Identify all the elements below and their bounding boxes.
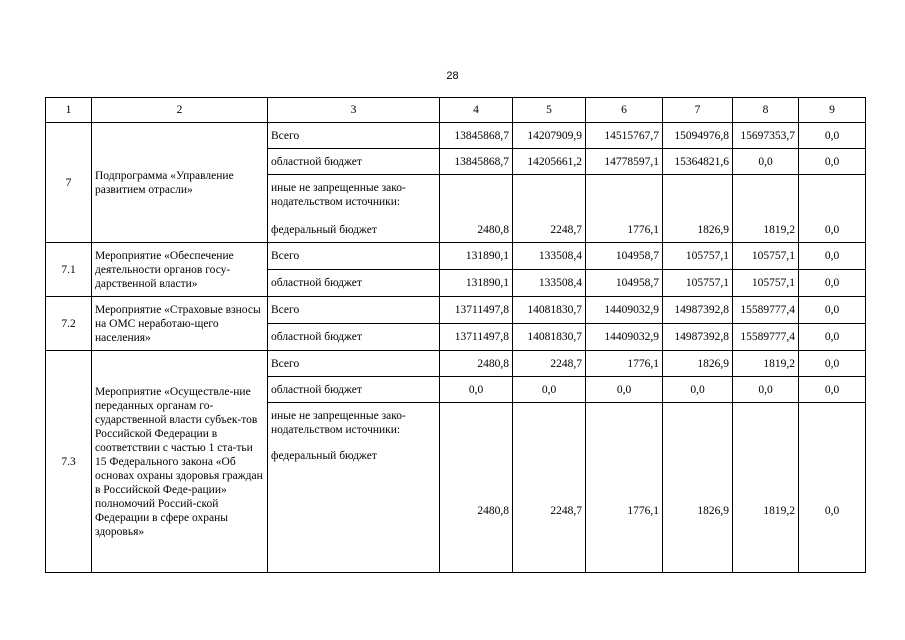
- page-number: 28: [446, 70, 459, 82]
- value-cell: 14409032,9: [586, 297, 663, 324]
- value-cell: 2248,7: [513, 351, 586, 377]
- value-cell: 13845868,7: [440, 123, 513, 149]
- value-cell: 0,0: [799, 403, 866, 573]
- header-row: [46, 98, 866, 123]
- value-cell: 0,0: [733, 377, 799, 403]
- table-row: [46, 351, 866, 377]
- value-cell: 1826,9: [663, 403, 733, 573]
- value-cell: 1819,2: [733, 351, 799, 377]
- value-cell: 2480,8: [440, 175, 513, 243]
- source-label: Всего: [268, 123, 440, 149]
- value-cell: 15589777,4: [733, 324, 799, 351]
- value-cell: 2248,7: [513, 175, 586, 243]
- value-cell: 15589777,4: [733, 297, 799, 324]
- budget-table: [45, 97, 866, 573]
- value-cell: 1776,1: [586, 351, 663, 377]
- table-row: [46, 123, 866, 149]
- value-cell: 105757,1: [663, 270, 733, 297]
- value-cell: 1826,9: [663, 175, 733, 243]
- row-name: Мероприятие «Обеспечение деятельности органов госу-дарственной власти»: [92, 243, 268, 297]
- value-cell: 1776,1: [586, 403, 663, 573]
- value-cell: 104958,7: [586, 243, 663, 270]
- value-cell: 14081830,7: [513, 324, 586, 351]
- value-cell: 15697353,7: [733, 123, 799, 149]
- header-cell: 5: [513, 98, 586, 123]
- table-row: [46, 297, 866, 324]
- row-number: 7.1: [46, 243, 92, 297]
- value-cell: 2480,8: [440, 403, 513, 573]
- value-cell: 13711497,8: [440, 324, 513, 351]
- value-cell: 0,0: [799, 175, 866, 243]
- value-cell: 14081830,7: [513, 297, 586, 324]
- value-cell: 15094976,8: [663, 123, 733, 149]
- value-cell: 105757,1: [663, 243, 733, 270]
- header-cell: 3: [268, 98, 440, 123]
- value-cell: 133508,4: [513, 243, 586, 270]
- value-cell: 0,0: [440, 377, 513, 403]
- value-cell: 131890,1: [440, 243, 513, 270]
- value-cell: 0,0: [799, 149, 866, 175]
- header-cell: 4: [440, 98, 513, 123]
- header-cell: 7: [663, 98, 733, 123]
- value-cell: 2248,7: [513, 403, 586, 573]
- value-cell: 1819,2: [733, 403, 799, 573]
- value-cell: 14409032,9: [586, 324, 663, 351]
- other-sources-label: иные не запрещенные зако-нодательством источники:: [271, 182, 406, 208]
- value-cell: 1776,1: [586, 175, 663, 243]
- table-row: [46, 243, 866, 270]
- value-cell: 0,0: [799, 297, 866, 324]
- source-label: областной бюджет: [268, 377, 440, 403]
- value-cell: 14987392,8: [663, 297, 733, 324]
- header-cell: 2: [92, 98, 268, 123]
- source-label: областной бюджет: [268, 270, 440, 297]
- value-cell: 0,0: [799, 123, 866, 149]
- row-number: 7.2: [46, 297, 92, 351]
- value-cell: 0,0: [663, 377, 733, 403]
- row-number: 7.3: [46, 351, 92, 573]
- value-cell: 0,0: [799, 243, 866, 270]
- source-label: Всего: [268, 297, 440, 324]
- value-cell: 13845868,7: [440, 149, 513, 175]
- header-cell: 8: [733, 98, 799, 123]
- federal-label: федеральный бюджет: [271, 224, 377, 236]
- value-cell: 0,0: [799, 377, 866, 403]
- header-cell: 9: [799, 98, 866, 123]
- value-cell: 2480,8: [440, 351, 513, 377]
- source-label: областной бюджет: [268, 324, 440, 351]
- source-label: Всего: [268, 243, 440, 270]
- header-cell: 6: [586, 98, 663, 123]
- value-cell: 0,0: [513, 377, 586, 403]
- row-name: Мероприятие «Осуществле-ние переданных органам го-сударственной власти субъек-тов Российской Федерации в соответствии с частью 1 ста-тьи 15 Федерального закона «Об основах охраны здоровья граждан в Российской Феде-рации» полномочий Россий-ской Федерации в сфере охраны здоровья»: [92, 351, 268, 573]
- row-name: Мероприятие «Страховые взносы на ОМС неработаю-щего населения»: [92, 297, 268, 351]
- source-cell: [268, 175, 440, 243]
- header-cell: 1: [46, 98, 92, 123]
- source-cell: [268, 403, 440, 573]
- value-cell: 14205661,2: [513, 149, 586, 175]
- value-cell: 14207909,9: [513, 123, 586, 149]
- source-label: Всего: [268, 351, 440, 377]
- value-cell: 0,0: [586, 377, 663, 403]
- value-cell: 133508,4: [513, 270, 586, 297]
- other-sources-label: иные не запрещенные зако-нодательством источники:: [271, 410, 406, 436]
- value-cell: 1819,2: [733, 175, 799, 243]
- source-label: областной бюджет: [268, 149, 440, 175]
- value-cell: 1826,9: [663, 351, 733, 377]
- value-cell: 15364821,6: [663, 149, 733, 175]
- value-cell: 0,0: [799, 324, 866, 351]
- row-number: 7: [46, 123, 92, 243]
- value-cell: 104958,7: [586, 270, 663, 297]
- value-cell: 0,0: [799, 351, 866, 377]
- value-cell: 14778597,1: [586, 149, 663, 175]
- value-cell: 0,0: [799, 270, 866, 297]
- value-cell: 0,0: [733, 149, 799, 175]
- value-cell: 131890,1: [440, 270, 513, 297]
- value-cell: 13711497,8: [440, 297, 513, 324]
- row-name: Подпрограмма «Управление развитием отрасли»: [92, 123, 268, 243]
- value-cell: 105757,1: [733, 243, 799, 270]
- value-cell: 14987392,8: [663, 324, 733, 351]
- value-cell: 14515767,7: [586, 123, 663, 149]
- federal-label: федеральный бюджет: [271, 450, 377, 462]
- value-cell: 105757,1: [733, 270, 799, 297]
